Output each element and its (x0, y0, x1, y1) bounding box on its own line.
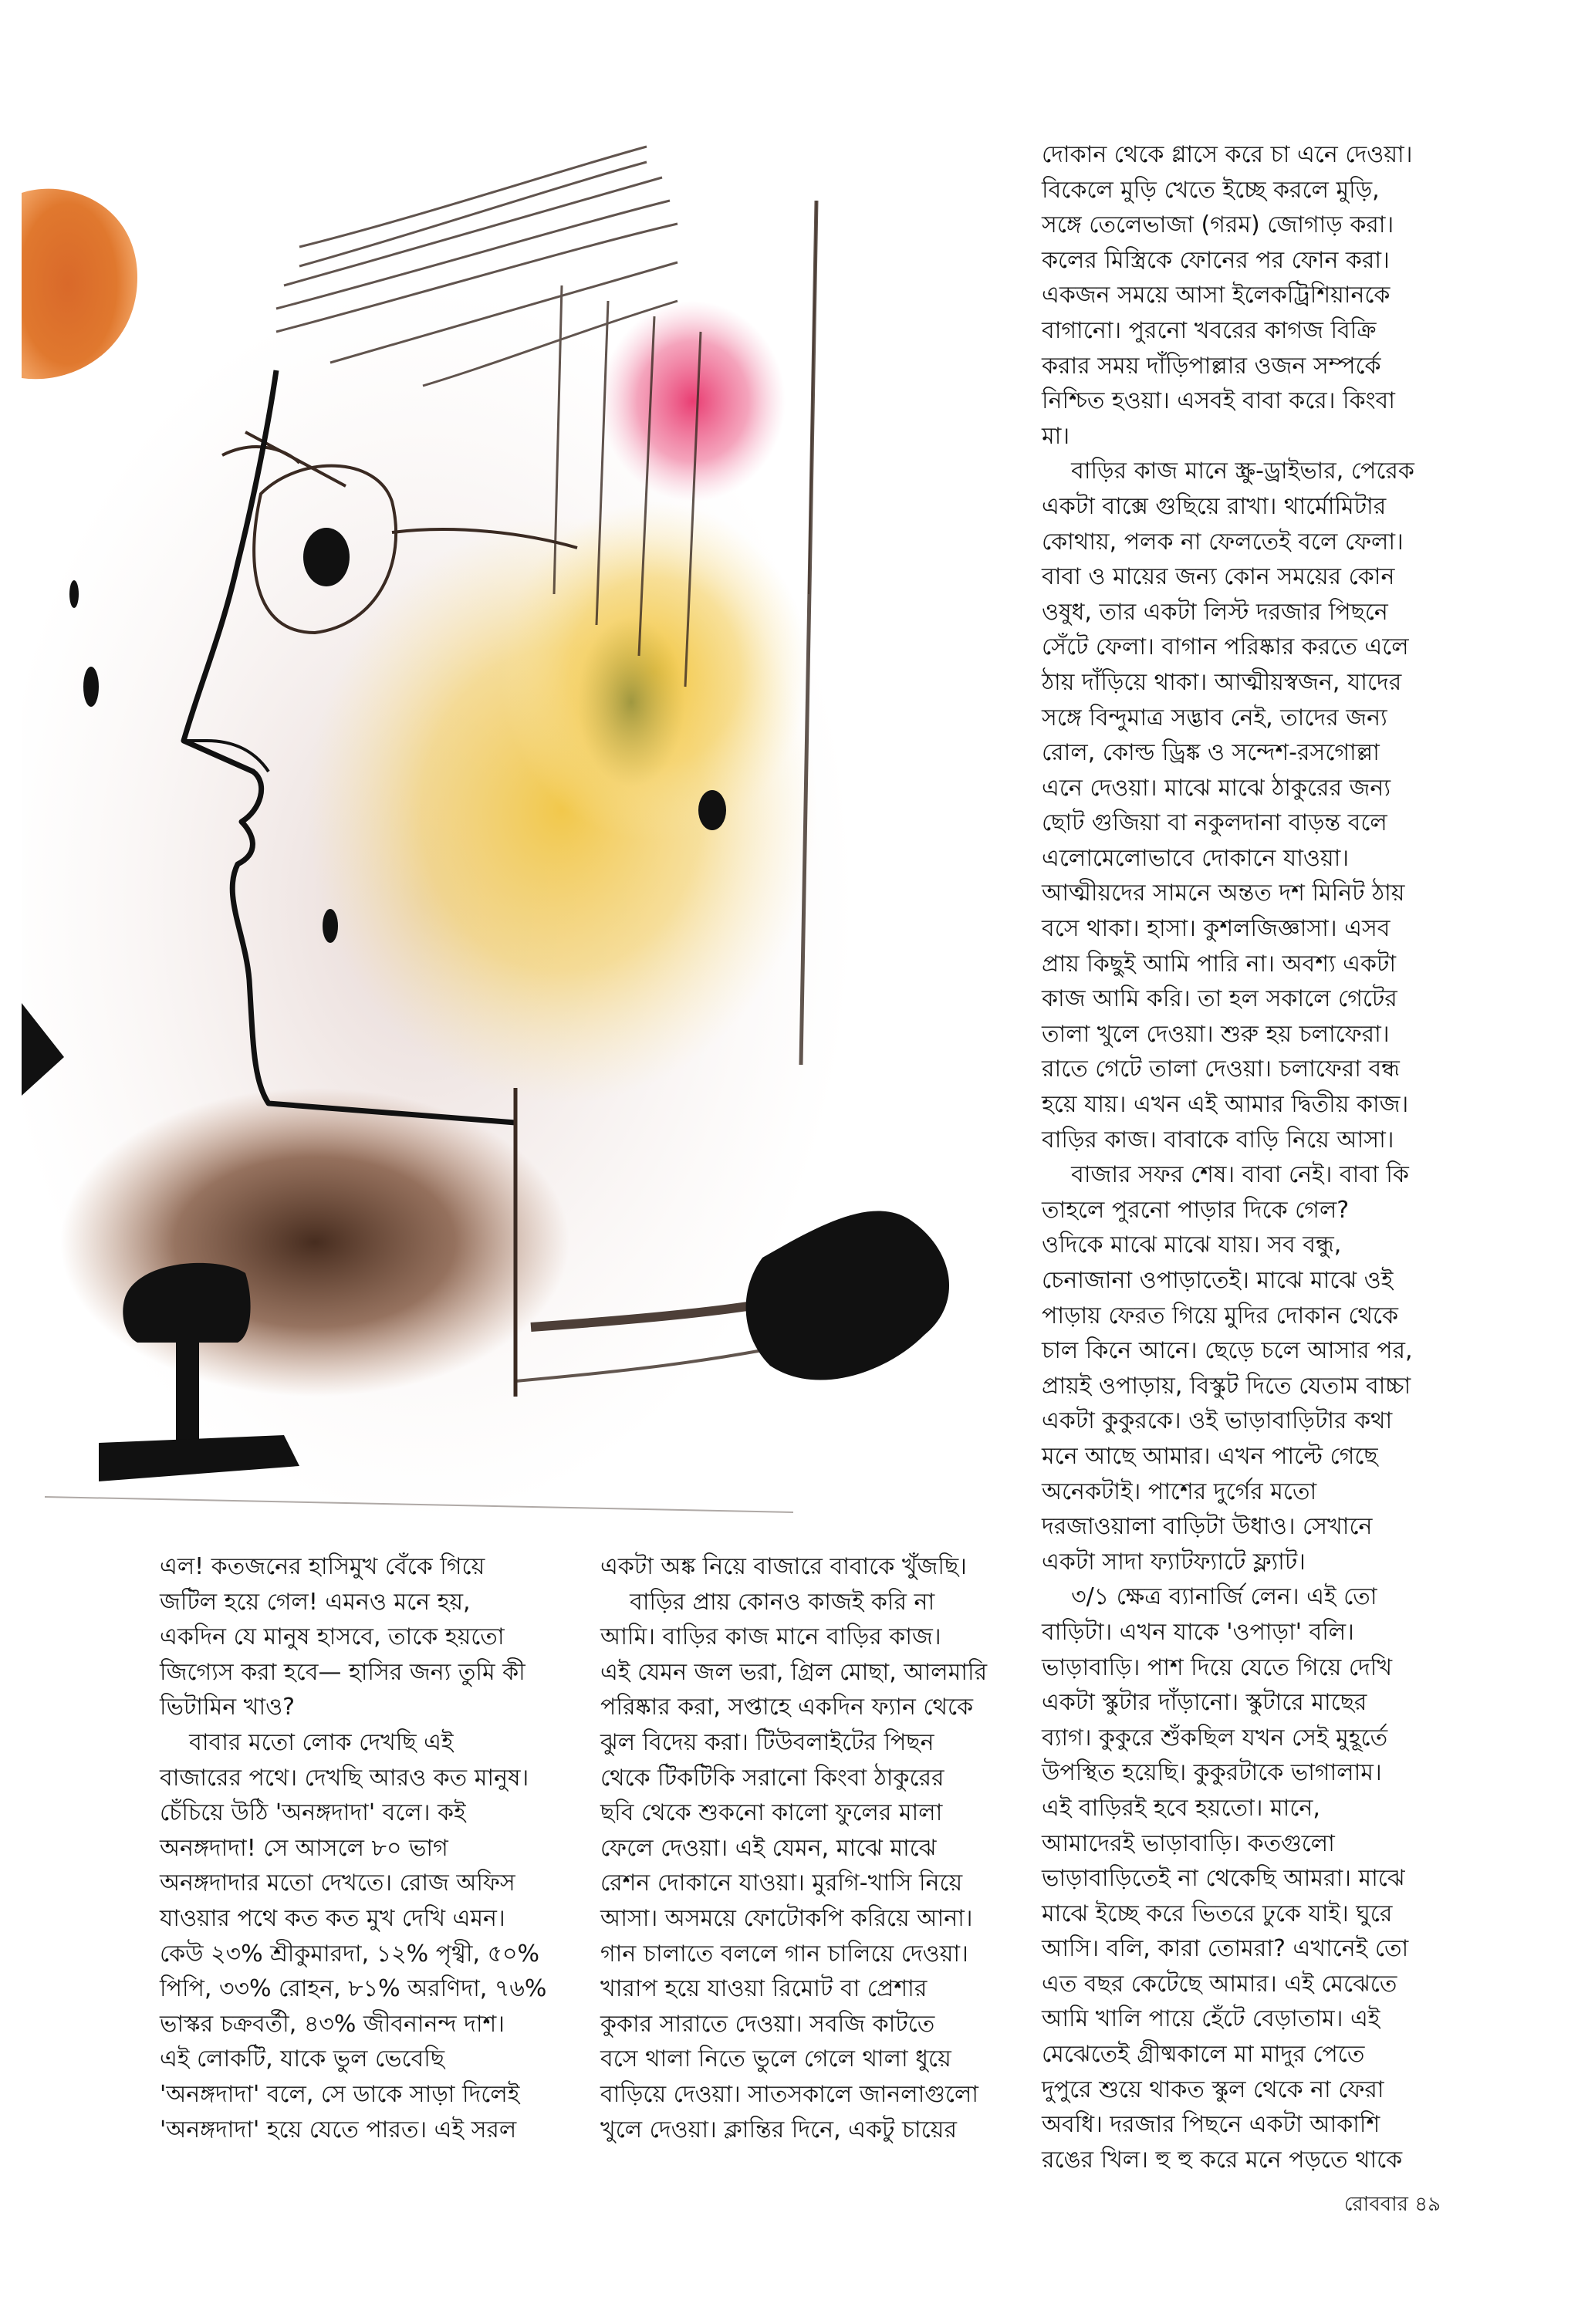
brown-wash (60, 1088, 569, 1397)
text-line: দোকান থেকে গ্লাসে করে চা এনে দেওয়া। (1042, 141, 1413, 168)
text-line: উপস্থিত হয়েছি। কুকুরটাকে ভাগালাম। (1042, 1759, 1382, 1787)
text-line: ঠায় দাঁড়িয়ে থাকা। আত্মীয়স্বজন, যাদের (1042, 668, 1402, 696)
text-line: কাজ আমি করি। তা হল সকালে গেটের (1042, 985, 1397, 1013)
text-line: রেশন দোকানে যাওয়া। মুরগি-খাসি নিয়ে (600, 1870, 963, 1897)
text-line: ভিটামিন খাও? (160, 1694, 296, 1721)
text-line: ফেলে দেওয়া। এই যেমন, মাঝে মাঝে (600, 1834, 937, 1862)
text-line: তাহলে পুরনো পাড়ার দিকে গেল? (1042, 1196, 1350, 1224)
portrait-sketch-icon (22, 131, 978, 1520)
text-line: বাজার সফর শেষ। বাবা নেই। বাবা কি (1042, 1161, 1409, 1189)
text-line: একদিন যে মানুষ হাসবে, তাকে হয়তো (160, 1623, 505, 1651)
text-line: তালা খুলে দেওয়া। শুরু হয় চলাফেরা। (1042, 1020, 1390, 1048)
text-line: একটা অঙ্ক নিয়ে বাজারে বাবাকে খুঁজছি। (600, 1553, 967, 1580)
text-line: ঝুল বিদেয় করা। টিউবলাইটের পিছন (600, 1728, 934, 1756)
text-line: ব্যাগ। কুকুরে শুঁকছিল যখন সেই মুহূর্তে (1042, 1724, 1388, 1751)
text-line: বাড়ির প্রায় কোনও কাজই করি না (600, 1588, 935, 1616)
text-line: কলের মিস্ত্রিকে ফোনের পর ফোন করা। (1042, 246, 1390, 274)
text-line: একটা কুকুরকে। ওই ভাড়াবাড়িটার কথা (1042, 1407, 1393, 1435)
eye (303, 528, 350, 586)
text-line: থেকে টিকটিকি সরানো কিংবা ঠাকুরের (600, 1764, 944, 1792)
text-line: আসা। অসময়ে ফোটোকপি করিয়ে আনা। (600, 1904, 973, 1932)
text-line: একজন সময়ে আসা ইলেকট্রিশিয়ানকে (1042, 282, 1391, 309)
text-line: আমি খালি পায়ে হেঁটে বেড়াতাম। এই (1042, 2005, 1380, 2033)
text-line: এই লোকটি, যাকে ভুল ভেবেছি (160, 2045, 445, 2073)
text-line: বাগানো। পুরনো খবরের কাগজ বিক্রি (1042, 316, 1377, 344)
text-line: পরিষ্কার করা, সপ্তাহে একদিন ফ্যান থেকে (600, 1694, 974, 1721)
text-line: যাওয়ার পথে কত কত মুখ দেখি এমন। (160, 1904, 505, 1932)
text-line: দুপুরে শুয়ে থাকত স্কুল থেকে না ফেরা (1042, 2076, 1384, 2103)
text-line: খুলে দেওয়া। ক্লান্তির দিনে, একটু চায়ের (600, 2116, 957, 2143)
text-line: বসে থালা নিতে ভুলে গেলে থালা ধুয়ে (600, 2045, 951, 2073)
article-column-3 (1042, 137, 1497, 2177)
text-line: জটিল হয়ে গেল! এমনও মনে হয়, (160, 1588, 471, 1616)
text-line: চাল কিনে আনে। ছেড়ে চলে আসার পর, (1042, 1337, 1413, 1365)
text-line: আমাদেরই ভাড়াবাড়ি। কতগুলো (1042, 1829, 1335, 1857)
text-line: বাবার মতো লোক দেখছি এই (160, 1728, 454, 1756)
text-line: অবধি। দরজার পিছনে একটা আকাশি (1042, 2111, 1380, 2139)
text-line: বসে থাকা। হাসা। কুশলজিজ্ঞাসা। এসব (1042, 915, 1391, 943)
text-line: প্রায় কিছুই আমি পারি না। অবশ্য একটা (1042, 950, 1397, 978)
text-line: চেঁচিয়ে উঠি 'অনঙ্গদাদা' বলে। কই (160, 1799, 466, 1827)
text-line: এই বাড়িরই হবে হয়তো। মানে, (1042, 1794, 1320, 1822)
text-line: বিকেলে মুড়ি খেতে ইচ্ছে করলে মুড়ি, (1042, 176, 1380, 204)
text-line: ৩/১ ক্ষেত্র ব্যানার্জি লেন। এই তো (1042, 1583, 1377, 1611)
text-line: মেঝেতেই গ্রীষ্মকালে মা মাদুর পেতে (1042, 2041, 1365, 2069)
text-line: আমি। বাড়ির কাজ মানে বাড়ির কাজ। (600, 1623, 941, 1651)
text-line: একটা বাক্সে গুছিয়ে রাখা। থার্মোমিটার (1042, 492, 1387, 520)
text-line: এনে দেওয়া। মাঝে মাঝে ঠাকুরের জন্য (1042, 774, 1391, 802)
text-line: ওদিকে মাঝে মাঝে যায়। সব বন্ধু, (1042, 1231, 1342, 1259)
text-line: খারাপ হয়ে যাওয়া রিমোট বা প্রেশার (600, 1975, 928, 2003)
text-line: 'অনঙ্গদাদা' বলে, সে ডাকে সাড়া দিলেই (160, 2080, 520, 2108)
text-line: রোল, কোল্ড ড্রিঙ্ক ও সন্দেশ-রসগোল্লা (1042, 739, 1380, 767)
text-line: বাবা ও মায়ের জন্য কোন সময়ের কোন (1042, 563, 1395, 591)
orange-shape (22, 189, 137, 380)
text-line: ভাড়াবাড়ি। পাশ দিয়ে যেতে গিয়ে দেখি (1042, 1653, 1393, 1681)
text-line: ওষুধ, তার একটা লিস্ট দরজার পিছনে (1042, 598, 1388, 626)
text-line: অনঙ্গদাদা! সে আসলে ৮০ ভাগ (160, 1834, 448, 1862)
text-line: বাজারের পথে। দেখছি আরও কত মানুষ। (160, 1764, 529, 1792)
text-line: নিশ্চিত হওয়া। এসবই বাবা করে। কিংবা (1042, 387, 1395, 415)
text-line: ভাড়াবাড়িতেই না থেকেছি আমরা। মাঝে (1042, 1865, 1405, 1893)
text-line: 'অনঙ্গদাদা' হয়ে যেতে পারত। এই সরল (160, 2116, 517, 2143)
text-line: মা। (1042, 422, 1070, 450)
text-line: মনে আছে আমার। এখন পাল্টে গেছে (1042, 1442, 1378, 1470)
article-column-1 (160, 1549, 561, 2147)
text-line: আত্মীয়দের সামনে অন্তত দশ মিনিট ঠায় (1042, 880, 1405, 907)
text-line: হয়ে যায়। এখন এই আমার দ্বিতীয় কাজ। (1042, 1091, 1409, 1119)
text-line: পিপি, ৩৩% রোহন, ৮১% অরণিদা, ৭৬% (160, 1975, 547, 2003)
text-line: বাড়ির কাজ মানে স্ক্রু-ড্রাইভার, পেরেক (1042, 458, 1414, 485)
text-line: চেনাজানা ওপাড়াতেই। মাঝে মাঝে ওই (1042, 1267, 1394, 1294)
text-line: অনঙ্গদাদার মতো দেখতে। রোজ অফিস (160, 1870, 515, 1897)
text-line: রঙের খিল। হু হু করে মনে পড়তে থাকে (1042, 2146, 1403, 2174)
text-line: বাড়ির কাজ। বাবাকে বাড়ি নিয়ে আসা। (1042, 1126, 1394, 1154)
text-line: সঙ্গে বিন্দুমাত্র সদ্ভাব নেই, তাদের জন্য (1042, 704, 1387, 731)
text-line: মাঝে ইচ্ছে করে ভিতরে ঢুকে যাই। ঘুরে (1042, 1900, 1393, 1927)
text-line: দরজাওয়ালা বাড়িটা উধাও। সেখানে (1042, 1513, 1373, 1541)
text-line: আসি। বলি, কারা তোমরা? এখানেই তো (1042, 1935, 1409, 1963)
text-line: কুকার সারাতে দেওয়া। সবজি কাটতে (600, 2010, 935, 2038)
text-line: সঙ্গে তেলেভাজা (গরম) জোগাড় করা। (1042, 211, 1394, 239)
text-line: ছোট গুজিয়া বা নকুলদানা বাড়ন্ত বলে (1042, 809, 1387, 837)
text-line: করার সময় দাঁড়িপাল্লার ওজন সম্পর্কে (1042, 352, 1381, 380)
text-line: কেউ ২৩% শ্রীকুমারদা, ১২% পৃথ্বী, ৫০% (160, 1940, 540, 1968)
text-line: প্রায়ই ওপাড়ায়, বিস্কুট দিতে যেতাম বাচ্চা (1042, 1372, 1411, 1400)
portrait-illustration (22, 131, 978, 1520)
text-line: এলোমেলোভাবে দোকানে যাওয়া। (1042, 844, 1350, 872)
text-line: পাড়ায় ফেরত গিয়ে মুদির দোকান থেকে (1042, 1302, 1398, 1329)
text-line: এল! কতজনের হাসিমুখ বেঁকে গিয়ে (160, 1553, 485, 1580)
text-line: ছবি থেকে শুকনো কালো ফুলের মালা (600, 1799, 943, 1827)
text-line: অনেকটাই। পাশের দুর্গের মতো (1042, 1478, 1317, 1505)
text-line: কোথায়, পলক না ফেলতেই বলে ফেলা। (1042, 528, 1404, 556)
text-line: বাড়িয়ে দেওয়া। সাতসকালে জানলাগুলো (600, 2080, 978, 2108)
text-line: একটা স্কুটার দাঁড়ানো। স্কুটারে মাছের (1042, 1689, 1367, 1717)
text-line: ভাস্কর চক্রবর্তী, ৪৩% জীবনানন্দ দাশ। (160, 2010, 505, 2038)
text-line: এই যেমন জল ভরা, গ্রিল মোছা, আলমারি (600, 1658, 988, 1686)
text-line: বাড়িটা। এখন যাকে 'ওপাড়া' বলি। (1042, 1618, 1354, 1646)
text-line: গান চালাতে বললে গান চালিয়ে দেওয়া। (600, 1940, 968, 1968)
page-folio: রোববার ৪৯ (1343, 2193, 1441, 2216)
text-line: একটা সাদা ফ্যাটফ্যাটে ফ্ল্যাট। (1042, 1548, 1306, 1576)
article-column-2 (600, 1549, 1009, 2147)
text-line: জিগ্যেস করা হবে— হাসির জন্য তুমি কী (160, 1658, 525, 1686)
text-line: সেঁটে ফেলা। বাগান পরিষ্কার করতে এলে (1042, 633, 1409, 661)
pink-wash (600, 301, 786, 502)
text-line: রাতে গেটে তালা দেওয়া। চলাফেরা বন্ধ (1042, 1056, 1400, 1083)
text-line: এত বছর কেটেছে আমার। এই মেঝেতে (1042, 1970, 1397, 1998)
